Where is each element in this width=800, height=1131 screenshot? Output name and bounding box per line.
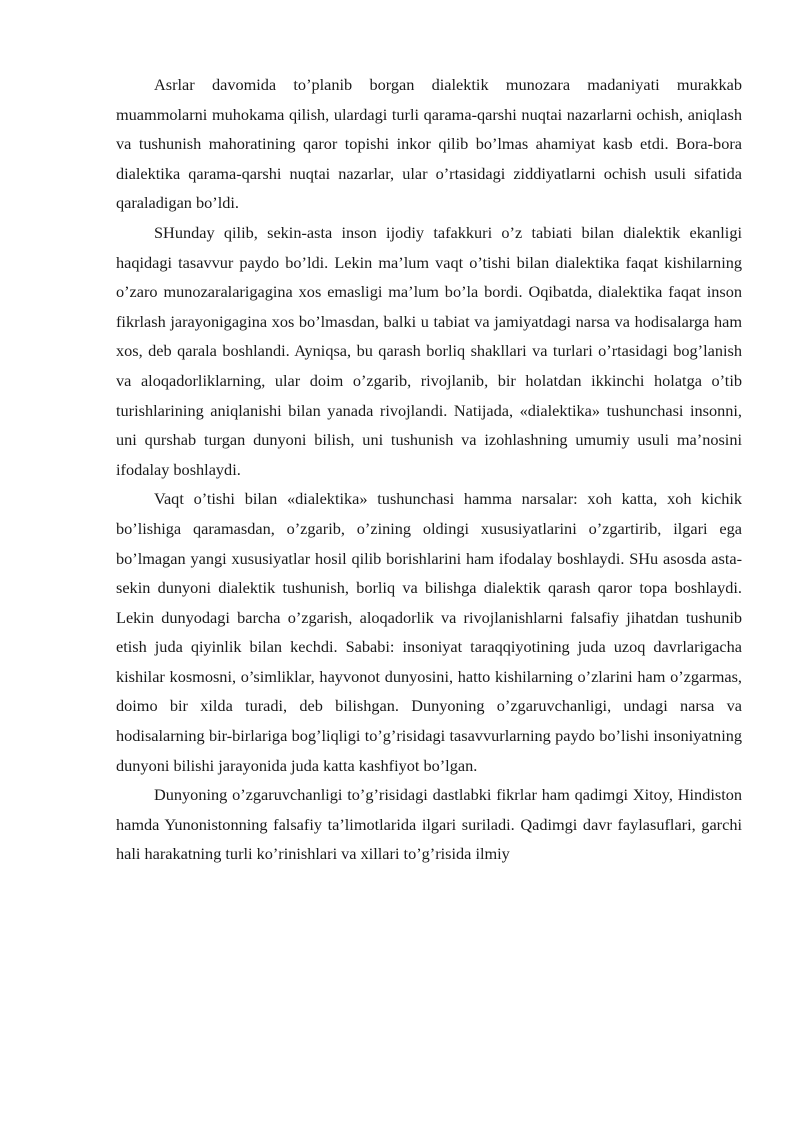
document-page bbox=[116, 70, 742, 869]
paragraph-4: Dunyoning o’zgaruvchanligi to’g’risidagi dastlabki fikrlar ham qadimgi Xitoy, Hindiston hamda Yunonistonning falsafiy ta’limotlarida ilgari suriladi. Qadimgi davr faylasuflari, garchi hali harakatning turli ko’rinishlari va xillari to’g’risida ilmiy bbox=[116, 785, 742, 864]
paragraph-2: SHunday qilib, sekin-asta inson ijodiy tafakkuri o’z tabiati bilan dialektik ekanligi haqidagi tasavvur paydo bo’ldi. Lekin ma’lum vaqt o’tishi bilan dialektika faqat kishilarning o’zaro munozaralarigagina xos emasligi ma’lum bo’la bordi. Oqibatda, dialektika faqat inson fikrlash jarayonigagina xos bo’lmasdan, balki u tabiat va jamiyatdagi narsa va hodisalarga ham xos, deb qarala boshlandi. Ayniqsa, bu qarash borliq shakllari va turlari o’rtasidagi bog’lanish va aloqadorliklarning, ular doim o’zgarib, rivojlanib, bir holatdan ikkinchi holatga o’tib turishlarining aniqlanishi bilan yanada rivojlandi. Natijada, «dialektika» tushunchasi insonni, uni qurshab turgan dunyoni bilish, uni tushunish va izohlashning umumiy usuli ma’nosini ifodalay boshlaydi. bbox=[116, 222, 742, 479]
paragraph-1: Asrlar davomida to’planib borgan dialektik munozara madaniyati murakkab muammolarni muhokama qilish, ulardagi turli qarama-qarshi nuqtai nazarlarni ochish, aniqlash va tushunish mahoratining qaror topishi inkor qilib bo’lmas ahamiyat kasb etdi. Bora-bora dialektika qarama-qarshi nuqtai nazarlar, ular o’rtasidagi ziddiyatlarni ochish usuli sifatida qaraladigan bo’ldi. bbox=[116, 75, 742, 213]
paragraph-3: Vaqt o’tishi bilan «dialektika» tushunchasi hamma narsalar: xoh katta, xoh kichik bo’lishiga qaramasdan, o’zgarib, o’zining oldingi xususiyatlarini o’zgartirib, ilgari ega bo’lmagan yangi xususiyatlar hosil qilib borishlarini ham ifodalay boshlaydi. SHu asosda asta-sekin dunyoni dialektik tushunish, borliq va bilishga dialektik qarash qaror topa boshlaydi. Lekin dunyodagi barcha o’zgarish, aloqadorlik va rivojlanishlarni falsafiy jihatdan tushunib etish juda qiyinlik bilan kechdi. Sababi: insoniyat taraqqiyotining juda uzoq davrlarigacha kishilar kosmosni, o’simliklar, hayvonot dunyosini, hatto kishilarning o’zlarini ham o’zgarmas, doimo bir xilda turadi, deb bilishgan. Dunyoning o’zgaruvchanligi, undagi narsa va hodisalarning bir-birlariga bog’liqligi to’g’risidagi tasavvurlarning paydo bo’lishi insoniyatning dunyoni bilishi jarayonida juda katta kashfiyot bo’lgan. bbox=[116, 489, 742, 775]
